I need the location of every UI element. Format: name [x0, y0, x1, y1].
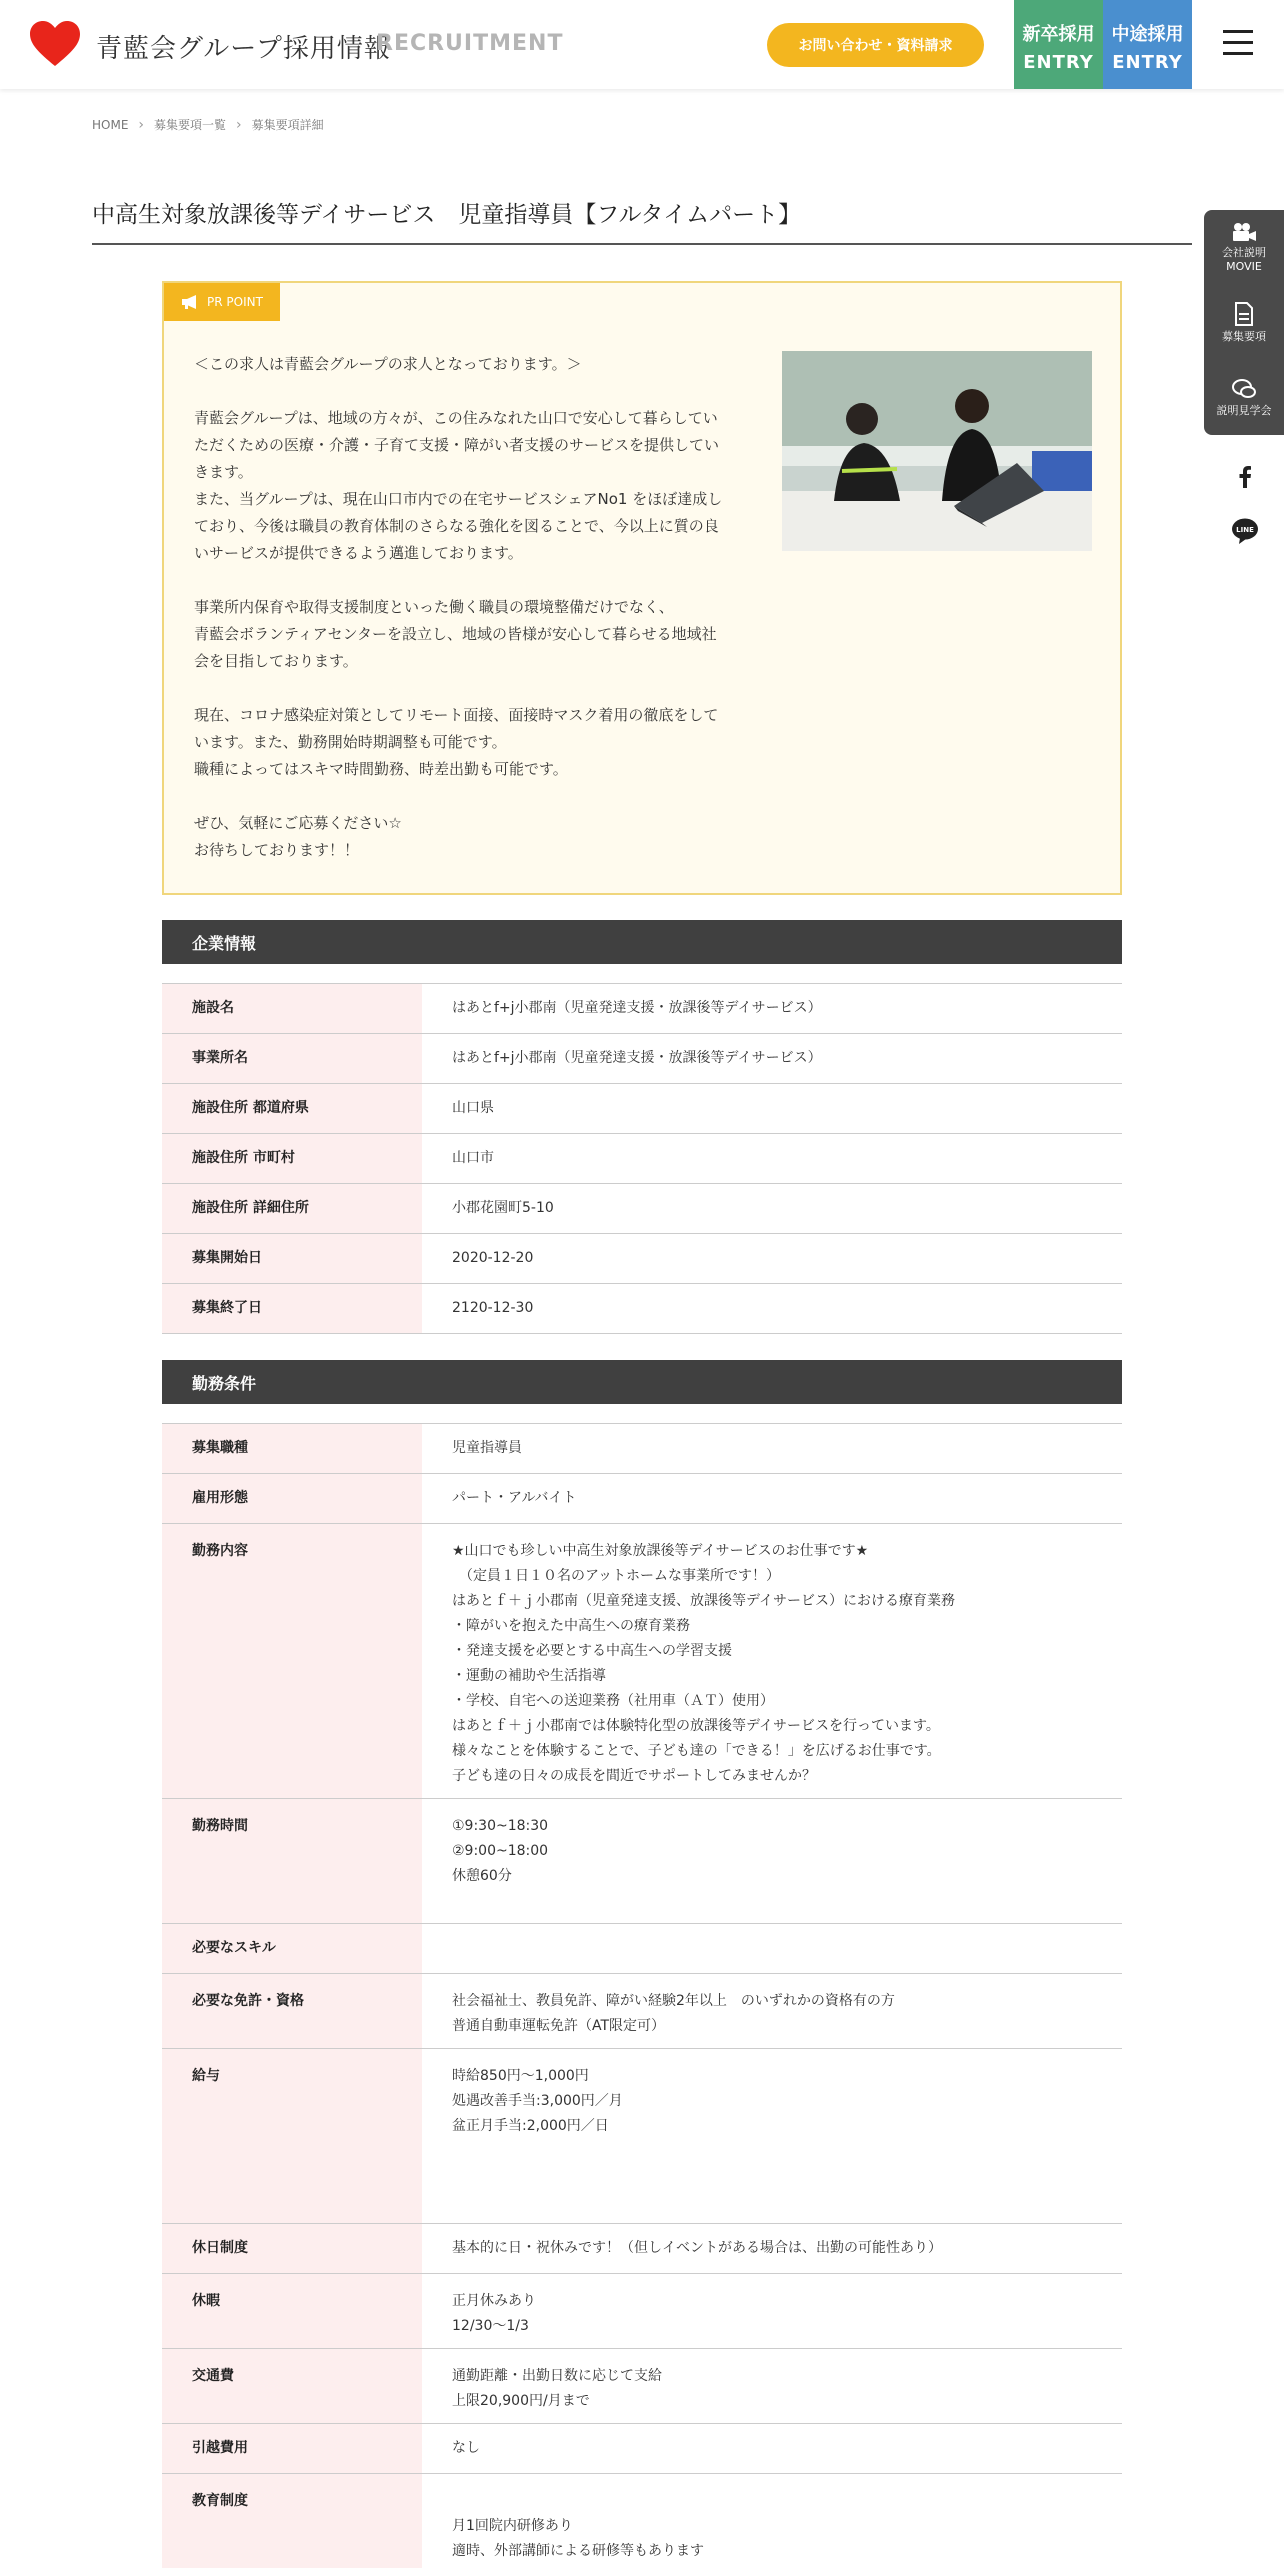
table-row [162, 1524, 1122, 1799]
table-row [162, 1034, 1122, 1084]
row-value: パート・アルバイト [452, 1490, 577, 1506]
breadcrumb-current: 募集要項詳細 [251, 118, 324, 132]
row-label: 必要な免許・資格 [162, 1974, 422, 2048]
breadcrumb [92, 116, 324, 133]
row-label: 休暇 [162, 2274, 422, 2348]
logo-text[interactable]: 青藍会グループ採用情報 [96, 34, 391, 64]
table-row [162, 2224, 1122, 2274]
row-value: 山口県 [452, 1100, 494, 1116]
table-row [162, 984, 1122, 1034]
side-item-jobs[interactable] [1204, 285, 1284, 360]
table-row [162, 1084, 1122, 1134]
page-title: 中高生対象放課後等デイサービス 児童指導員【フルタイムパート】 [92, 196, 1192, 245]
megaphone-icon [181, 295, 199, 309]
work-conditions-heading: 勤務条件 [162, 1360, 1122, 1404]
document-icon [1234, 302, 1254, 326]
row-value: ★山口でも珍しい中高生対象放課後等デイサービスのお仕事です★ （定員１日１０名のアットホームな事業所です！） はあとｆ＋ｊ小郡南（児童発達支援、放課後等デイサービス）における療育業務 ・障がいを抱えた中高生への療育業務 ・発達支援を必要とする中高生への学習支援 ・運動の補助や生活指導 ・学校、自宅への送迎業務（社用車（ＡＴ）使用） はあとｆ＋ｊ小郡南では体験特化型の放課後等デイサービスを行っています。 様々なことを体験することで、子ども達の「できる！」を広げるお仕事です。 子ども達の日々の成長を間近でサポートしてみませんか？ [452, 1543, 956, 1784]
table-row [162, 2349, 1122, 2424]
table-row [162, 2424, 1122, 2474]
newgrad-entry-button[interactable] [1014, 0, 1103, 89]
company-info-heading: 企業情報 [162, 920, 1122, 964]
side-item-briefing-label: 説明見学会 [1216, 403, 1272, 417]
row-label: 施設住所 都道府県 [162, 1084, 422, 1133]
row-label: 給与 [162, 2049, 422, 2223]
row-label: 雇用形態 [162, 1474, 422, 1523]
table-row [162, 1234, 1122, 1284]
side-item-jobs-label: 募集要項 [1222, 329, 1266, 343]
table-row [162, 1284, 1122, 1334]
company-info-table [162, 983, 1122, 1334]
row-label: 募集職種 [162, 1424, 422, 1473]
logo-subtitle: RECRUITMENT [376, 31, 564, 56]
row-value: はあとf+j小郡南（児童発達支援・放課後等デイサービス） [452, 1000, 822, 1016]
table-row [162, 1424, 1122, 1474]
line-icon[interactable] [1230, 516, 1260, 546]
pr-description: ＜この求人は青藍会グループの求人となっております。＞ 青藍会グループは、地域の方々が、この住みなれた山口で安心して暮らしていただくための医療・介護・子育て支援・障がい者支援のサービスを提供していきます。 また、当グループは、現在山口市内での在宅サービスシェアNo1 をほぼ達成しており、今後は職員の教育体制のさらなる強化を図ることで、今以上に質の良いサービスが提供できるよう邁進しております。 事業所内保育や取得支援制度といった働く職員の環境整備だけでなく、 青藍会ボランティアセンターを設立し、地域の皆様が安心して暮らせる地域社会を目指しております。 現在、コロナ感染症対策としてリモート面接、面接時マスク着用の徹底をしています。また、勤務開始時期調整も可能です。 職種によってはスキマ時間勤務、時差出勤も可能です。 ぜひ、気軽にご応募ください☆ お待ちしております！！ [194, 355, 723, 859]
row-value: ①9:30~18:30 ②9:00~18:00 休憩60分 [452, 1818, 549, 1884]
row-label: 募集終了日 [162, 1284, 422, 1333]
chat-bubble-icon [1231, 378, 1257, 400]
row-label: 引越費用 [162, 2424, 422, 2473]
row-value: 通勤距離・出勤日数に応じて支給 上限20,900円/月まで [452, 2368, 662, 2409]
table-row [162, 2274, 1122, 2349]
side-menu [1204, 210, 1284, 435]
row-label: 施設名 [162, 984, 422, 1033]
contact-request-button[interactable]: お問い合わせ・資料請求 [767, 23, 984, 67]
row-label: 施設住所 詳細住所 [162, 1184, 422, 1233]
breadcrumb-home[interactable]: HOME [92, 117, 129, 132]
row-value: なし [452, 2440, 480, 2456]
row-label: 施設住所 市町村 [162, 1134, 422, 1183]
newgrad-entry-sublabel: ENTRY [1023, 52, 1094, 73]
table-row [162, 1974, 1122, 2049]
chevron-right-icon: › [138, 116, 145, 133]
row-label: 勤務時間 [162, 1799, 422, 1923]
row-label: 募集開始日 [162, 1234, 422, 1283]
menu-hamburger-icon[interactable] [1223, 30, 1253, 56]
table-row [162, 1474, 1122, 1524]
facebook-icon[interactable] [1230, 462, 1260, 492]
side-item-movie-sublabel: MOVIE [1226, 259, 1262, 273]
row-label: 休日制度 [162, 2224, 422, 2273]
table-row [162, 1134, 1122, 1184]
row-label: 勤務内容 [162, 1524, 422, 1798]
career-entry-sublabel: ENTRY [1112, 52, 1183, 73]
chevron-right-icon: › [236, 116, 242, 133]
row-label: 必要なスキル [162, 1924, 422, 1973]
career-entry-label: 中途採用 [1111, 24, 1184, 45]
svg-text:LINE: LINE [1236, 526, 1254, 534]
row-value: 正月休みあり 12/30～1/3 [452, 2293, 536, 2334]
pr-point-tag [164, 283, 280, 321]
breadcrumb-job-list[interactable]: 募集要項一覧 [154, 118, 227, 132]
side-item-movie-label: 会社説明 [1222, 245, 1266, 259]
pr-point-label: PR POINT [207, 295, 263, 309]
row-value: 2020-12-20 [452, 1250, 534, 1266]
staff-photo [782, 351, 1092, 551]
side-item-briefing[interactable] [1204, 360, 1284, 435]
pr-point-box [162, 281, 1122, 895]
row-value: 山口市 [452, 1150, 494, 1166]
row-value: 2120-12-30 [452, 1300, 534, 1316]
row-label: 交通費 [162, 2349, 422, 2423]
site-header [0, 0, 1284, 89]
side-item-movie[interactable] [1204, 210, 1284, 285]
row-value [422, 1924, 1122, 1973]
row-value: 月1回院内研修あり 適時、外部講師による研修等もあります [452, 2518, 704, 2559]
row-value: 児童指導員 [452, 1440, 522, 1456]
row-value: 基本的に日・祝休みです！（但しイベントがある場合は、出勤の可能性あり） [452, 2240, 942, 2256]
row-value: 小郡花園町5-10 [452, 1200, 554, 1216]
table-row [162, 2474, 1122, 2568]
row-value: はあとf+j小郡南（児童発達支援・放課後等デイサービス） [452, 1050, 822, 1066]
career-entry-button[interactable] [1103, 0, 1192, 89]
work-conditions-table [162, 1423, 1122, 2568]
row-label: 教育制度 [162, 2474, 422, 2568]
table-row [162, 2049, 1122, 2224]
row-value: 時給850円～1,000円 処遇改善手当:3,000円／月 盆正月手当:2,000円／日 [452, 2068, 623, 2134]
table-row [162, 1184, 1122, 1234]
table-row [162, 1799, 1122, 1924]
newgrad-entry-label: 新卒採用 [1022, 24, 1095, 45]
row-value: 社会福祉士、教員免許、障がい経験2年以上 のいずれかの資格有の方 普通自動車運転免許（AT限定可） [452, 1993, 895, 2034]
table-row [162, 1924, 1122, 1974]
row-label: 事業所名 [162, 1034, 422, 1083]
video-camera-icon [1231, 222, 1257, 242]
heart-logo-icon[interactable] [28, 20, 82, 68]
